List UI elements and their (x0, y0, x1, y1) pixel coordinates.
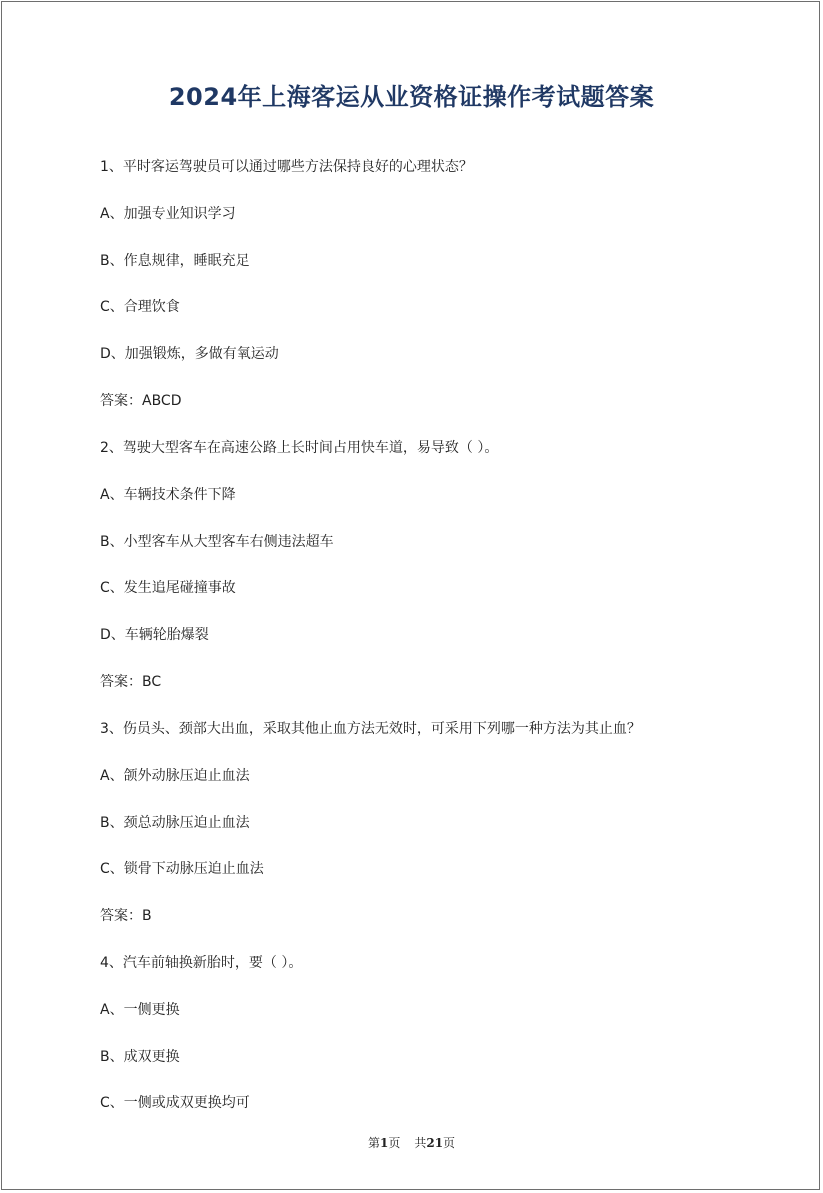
option-line: A、一侧更换 (100, 1002, 180, 1018)
option-line: A、车辆技术条件下降 (100, 487, 236, 503)
option-line: C、一侧或成双更换均可 (100, 1095, 250, 1111)
option-line: B、颈总动脉压迫止血法 (100, 815, 250, 831)
option-line: B、成双更换 (100, 1049, 180, 1065)
option-line: B、小型客车从大型客车右侧违法超车 (100, 534, 334, 550)
option-line: A、加强专业知识学习 (100, 206, 236, 222)
question-3: 3、伤员头、颈部大出血，采取其他止血方法无效时，可采用下列哪一种方法为其止血？ (100, 721, 641, 737)
total-pages: 21 (426, 1136, 444, 1150)
total-prefix: 共 (414, 1136, 427, 1150)
answer-line: 答案：ABCD (100, 393, 182, 409)
option-line: D、加强锻炼，多做有氧运动 (100, 346, 279, 362)
page-number: 1 (379, 1136, 389, 1150)
question-2: 2、驾驶大型客车在高速公路上长时间占用快车道，易导致（ ）。 (100, 440, 499, 456)
page-suffix: 页 (388, 1136, 401, 1150)
option-line: C、合理饮食 (100, 299, 180, 315)
option-line: B、作息规律，睡眠充足 (100, 253, 250, 269)
answer-line: 答案：BC (100, 674, 162, 690)
question-4: 4、汽车前轴换新胎时，要（ ）。 (100, 955, 303, 971)
page-footer (0, 1134, 823, 1152)
option-line: C、锁骨下动脉压迫止血法 (100, 861, 264, 877)
document-title: 2024年上海客运从业资格证操作考试题答案 (168, 83, 655, 111)
page-prefix: 第 (367, 1136, 380, 1150)
option-line: A、颌外动脉压迫止血法 (100, 768, 250, 784)
answer-line: 答案：B (100, 908, 152, 924)
total-suffix: 页 (443, 1136, 456, 1150)
option-line: D、车辆轮胎爆裂 (100, 627, 209, 643)
question-1: 1、平时客运驾驶员可以通过哪些方法保持良好的心理状态？ (100, 159, 473, 175)
option-line: C、发生追尾碰撞事故 (100, 580, 236, 596)
